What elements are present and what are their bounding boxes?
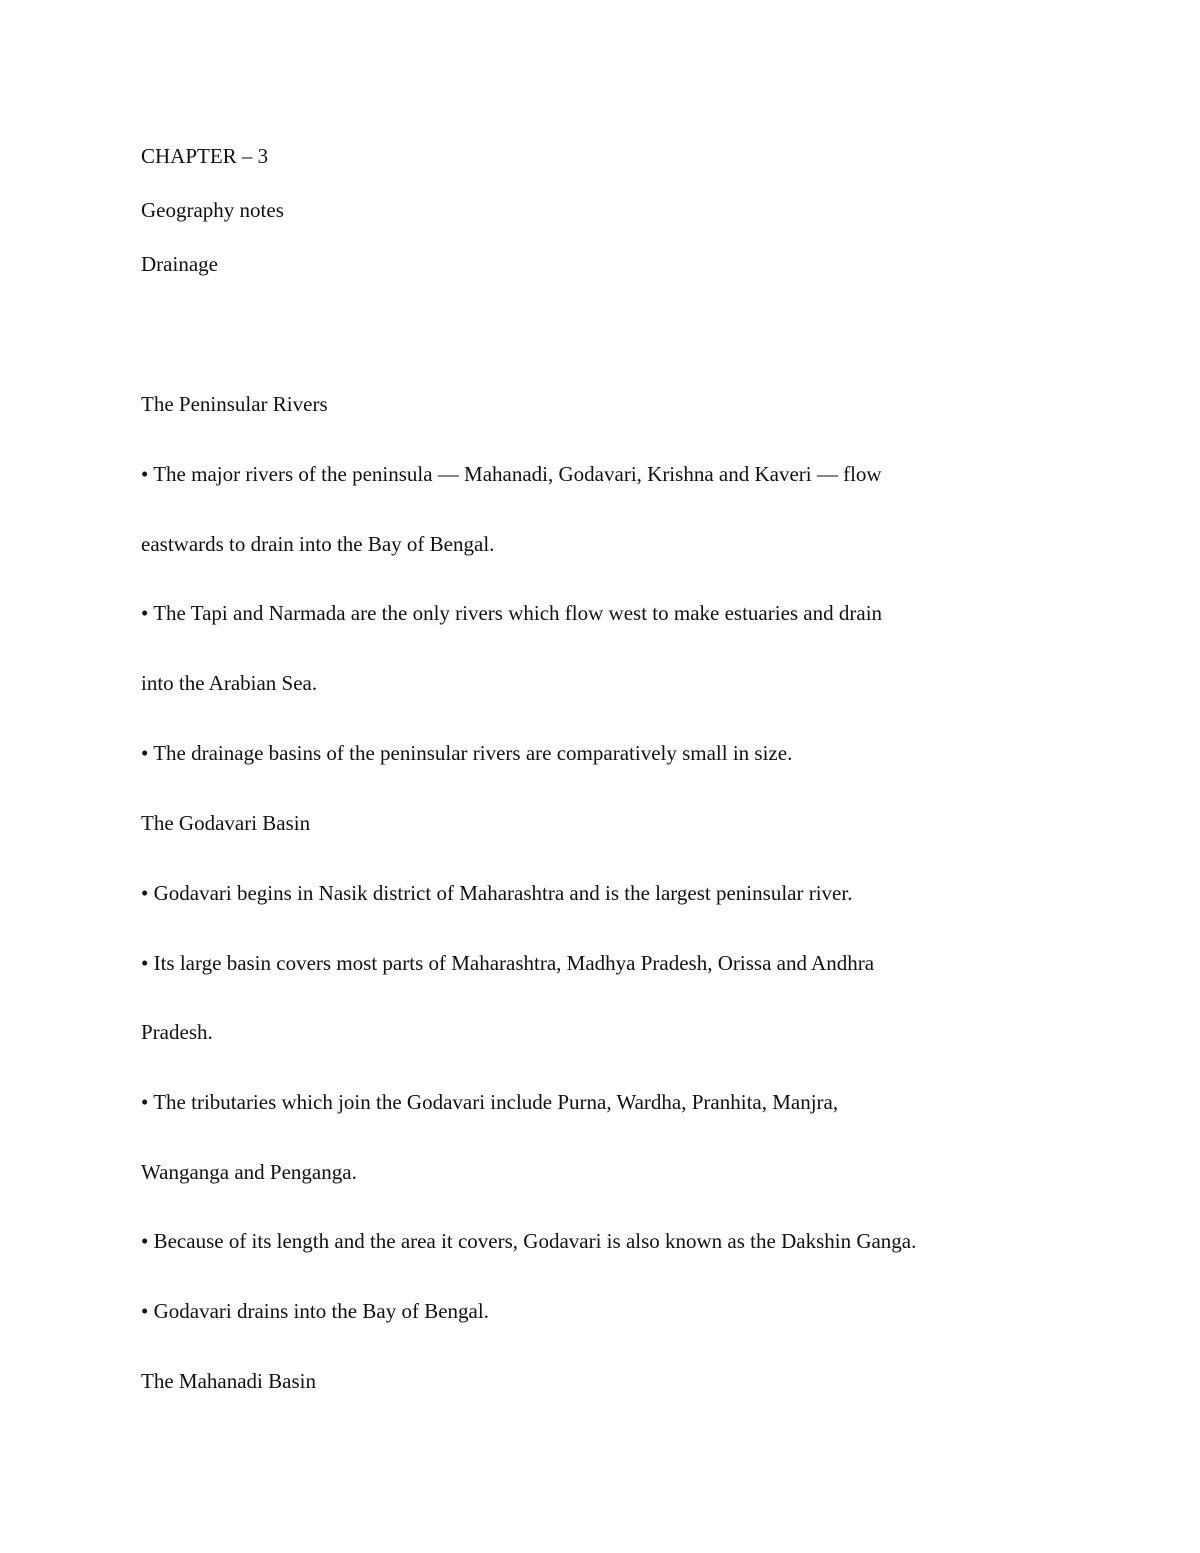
topic-heading: Drainage (141, 252, 218, 276)
section-heading-peninsular-rivers: The Peninsular Rivers (141, 392, 328, 416)
text-line: • Its large basin covers most parts of Maharashtra, Madhya Pradesh, Orissa and Andhra (141, 951, 875, 975)
text-line: • The major rivers of the peninsula — Mahanadi, Godavari, Krishna and Kaveri — flow (141, 462, 882, 486)
chapter-heading: CHAPTER – 3 (141, 144, 269, 168)
section-heading-mahanadi-basin: The Mahanadi Basin (141, 1369, 316, 1393)
text-line: Pradesh. (141, 1020, 213, 1044)
text-line: eastwards to drain into the Bay of Bengal. (141, 532, 495, 556)
text-line: • The drainage basins of the peninsular rivers are comparatively small in size. (141, 741, 793, 765)
text-line: • The Tapi and Narmada are the only rivers which flow west to make estuaries and drain (141, 601, 883, 625)
section-heading-godavari-basin: The Godavari Basin (141, 811, 311, 835)
text-line: • The tributaries which join the Godavari include Purna, Wardha, Pranhita, Manjra, (141, 1090, 839, 1114)
text-line: • Because of its length and the area it covers, Godavari is also known as the Dakshin Ganga. (141, 1229, 917, 1253)
text-line: • Godavari drains into the Bay of Bengal. (141, 1299, 489, 1323)
text-line: Wanganga and Penganga. (141, 1160, 357, 1184)
text-line: into the Arabian Sea. (141, 671, 318, 695)
text-line: • Godavari begins in Nasik district of Maharashtra and is the largest peninsular river. (141, 881, 853, 905)
subject-heading: Geography notes (141, 198, 284, 222)
